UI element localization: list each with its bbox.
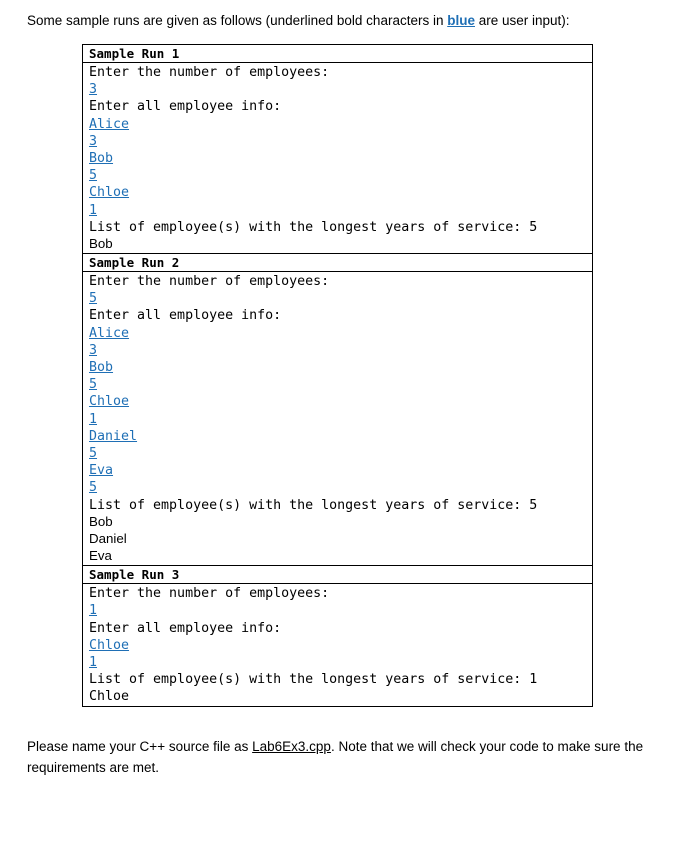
intro-after: are user input):: [474, 13, 570, 28]
sample-run-title: Sample Run 3: [83, 566, 592, 584]
footer-after: . Note that we will check your code to make sure the requirements are met.: [27, 739, 644, 775]
user-input: 3: [89, 342, 98, 358]
user-input: Chloe: [89, 185, 130, 201]
user-input: 1: [89, 655, 98, 670]
console-line: [89, 183, 586, 200]
user-input: Chloe: [89, 637, 130, 653]
user-input: Daniel: [89, 428, 138, 444]
source-filename: Lab6Ex3.cpp: [252, 739, 331, 754]
user-input: 5: [89, 168, 98, 184]
console-line: [89, 63, 586, 80]
employee-name-output: Bob: [89, 513, 113, 529]
user-input: 5: [89, 480, 98, 496]
user-input: 1: [89, 603, 98, 619]
console-line: [89, 341, 586, 358]
console-line: [89, 80, 586, 97]
program-output: Enter the number of employees:: [89, 586, 330, 602]
sample-run-title: Sample Run 1: [83, 45, 592, 63]
user-input: 5: [89, 377, 98, 393]
console-line: [89, 272, 586, 289]
console-line: [89, 324, 586, 341]
intro-keyword-blue: blue: [447, 13, 475, 28]
employee-name-output: Eva: [89, 548, 112, 564]
console-line: [89, 636, 586, 653]
program-output: Enter all employee info:: [89, 620, 282, 636]
user-input: 1: [89, 411, 98, 427]
sample-runs-table: [82, 44, 593, 707]
footer-before: Please name your C++ source file as: [27, 739, 253, 754]
console-line: [89, 149, 586, 166]
user-input: 5: [89, 291, 98, 307]
console-line: [89, 601, 586, 618]
user-input: 1: [89, 202, 98, 218]
console-line: [89, 687, 586, 704]
console-line: [89, 166, 586, 183]
console-line: [89, 97, 586, 114]
console-line: [89, 427, 586, 444]
console-line: [89, 115, 586, 132]
program-output: Enter the number of employees:: [89, 65, 330, 80]
user-input: Alice: [89, 325, 130, 341]
console-line: [89, 530, 586, 547]
sample-run-1: [83, 45, 592, 253]
intro-before: Some sample runs are given as follows (underlined bold characters in: [27, 13, 448, 28]
program-output: List of employee(s) with the longest years of service: 5: [89, 219, 538, 235]
user-input: Eva: [89, 463, 114, 479]
console-line: [89, 410, 586, 427]
console-line: [89, 619, 586, 636]
user-input: Chloe: [89, 394, 130, 410]
sample-run-output: [83, 272, 592, 565]
program-output: Enter the number of employees:: [89, 274, 330, 290]
employee-name-output: Daniel: [89, 530, 127, 546]
console-line: [89, 375, 586, 392]
console-line: [89, 547, 586, 564]
user-input: 3: [89, 133, 98, 149]
program-output: List of employee(s) with the longest years of service: 5: [89, 497, 538, 513]
console-line: [89, 513, 586, 530]
employee-name-output: Bob: [89, 235, 113, 251]
console-line: [89, 444, 586, 461]
console-line: [89, 392, 586, 409]
console-line: [89, 653, 586, 670]
console-line: [89, 235, 586, 252]
console-line: [89, 478, 586, 495]
program-output: List of employee(s) with the longest years of service: 1: [89, 672, 538, 688]
console-line: [89, 289, 586, 306]
user-input: Bob: [89, 150, 114, 166]
program-output: Chloe: [89, 689, 130, 705]
console-line: [89, 358, 586, 375]
intro-text: [27, 12, 570, 30]
footer-text: [27, 736, 657, 778]
sample-run-output: [83, 584, 592, 705]
console-line: [89, 218, 586, 235]
user-input: Bob: [89, 360, 114, 375]
program-output: Enter all employee info:: [89, 99, 282, 115]
program-output: Enter all employee info:: [89, 308, 282, 324]
sample-run-3: [83, 565, 592, 705]
user-input: 5: [89, 445, 98, 461]
console-line: [89, 132, 586, 149]
console-line: [89, 584, 586, 601]
user-input: Alice: [89, 116, 130, 132]
sample-run-title: Sample Run 2: [83, 254, 592, 272]
sample-run-output: [83, 63, 592, 253]
console-line: [89, 201, 586, 218]
user-input: 3: [89, 82, 98, 98]
console-line: [89, 461, 586, 478]
sample-run-2: [83, 253, 592, 565]
console-line: [89, 496, 586, 513]
console-line: [89, 670, 586, 687]
console-line: [89, 306, 586, 323]
